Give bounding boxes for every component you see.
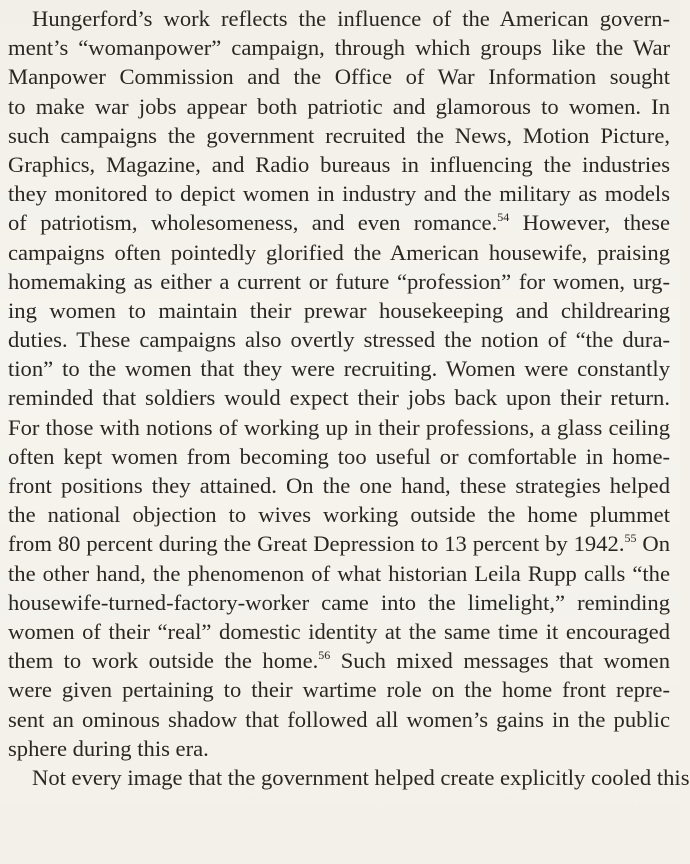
footnote-marker: 56 <box>318 648 331 663</box>
text-line: the national objection to wives working outside the home plummet <box>8 502 670 528</box>
body-paragraph <box>8 4 690 790</box>
text-line: to make war jobs appear both patriotic and glamorous to women. In <box>8 93 670 119</box>
cutoff-text-line: Not every image that the government helped create explicitly cooled this <box>32 764 690 790</box>
text-line: Manpower Commission and the Office of War Information sought <box>8 64 670 90</box>
text-line: Graphics, Magazine, and Radio bureaus in influencing the industries <box>8 151 670 177</box>
text-segment: them to work outside the home. <box>8 648 319 674</box>
text-segment: from 80 percent during the Great Depression to 13 percent by 1942. <box>8 531 625 557</box>
text-line: homemaking as either a current or future “profession” for women, urg- <box>8 268 670 294</box>
text-line <box>8 529 670 558</box>
text-line: sphere during this era. <box>8 735 209 761</box>
text-line: duties. These campaigns also overtly stressed the notion of “the dura- <box>8 327 670 353</box>
text-segment: On <box>636 531 670 557</box>
text-line: housewife-turned-factory-worker came into the limelight,” reminding <box>8 589 670 615</box>
text-line: such campaigns the government recruited the News, Motion Picture, <box>8 122 670 148</box>
text-line: ing women to maintain their prewar housekeeping and childrearing <box>8 297 670 323</box>
text-segment: Such mixed messages that women <box>330 648 670 674</box>
text-line: ment’s “womanpower” campaign, through which groups like the War <box>8 35 670 61</box>
text-line: were given pertaining to their wartime role on the home front repre- <box>8 677 670 703</box>
text-line: they monitored to depict women in industry and the military as models <box>8 181 670 207</box>
text-line: sent an ominous shadow that followed all women’s gains in the public <box>8 706 670 732</box>
text-line: the other hand, the phenomenon of what historian Leila Rupp calls “the <box>8 560 670 586</box>
footnote-marker: 54 <box>497 210 510 225</box>
text-line: often kept women from becoming too useful or comfortable in home- <box>8 443 670 469</box>
text-line: campaigns often pointedly glorified the American housewife, praising <box>8 239 670 265</box>
footnote-marker: 55 <box>624 531 637 546</box>
text-line: women of their “real” domestic identity at the same time it encouraged <box>8 618 670 644</box>
text-line: For those with notions of working up in their professions, a glass ceiling <box>8 414 670 440</box>
text-line: tion” to the women that they were recruiting. Women were constantly <box>8 356 670 382</box>
text-line <box>8 208 670 237</box>
text-segment: However, these <box>509 210 670 236</box>
text-segment: of patriotism, wholesomeness, and even romance. <box>8 210 498 236</box>
text-line: reminded that soldiers would expect their jobs back upon their return. <box>8 385 670 411</box>
text-line: Hungerford’s work reflects the influence of the American govern- <box>32 6 670 31</box>
text-line: front positions they attained. On the one hand, these strategies helped <box>8 473 670 498</box>
text-line <box>8 646 670 675</box>
